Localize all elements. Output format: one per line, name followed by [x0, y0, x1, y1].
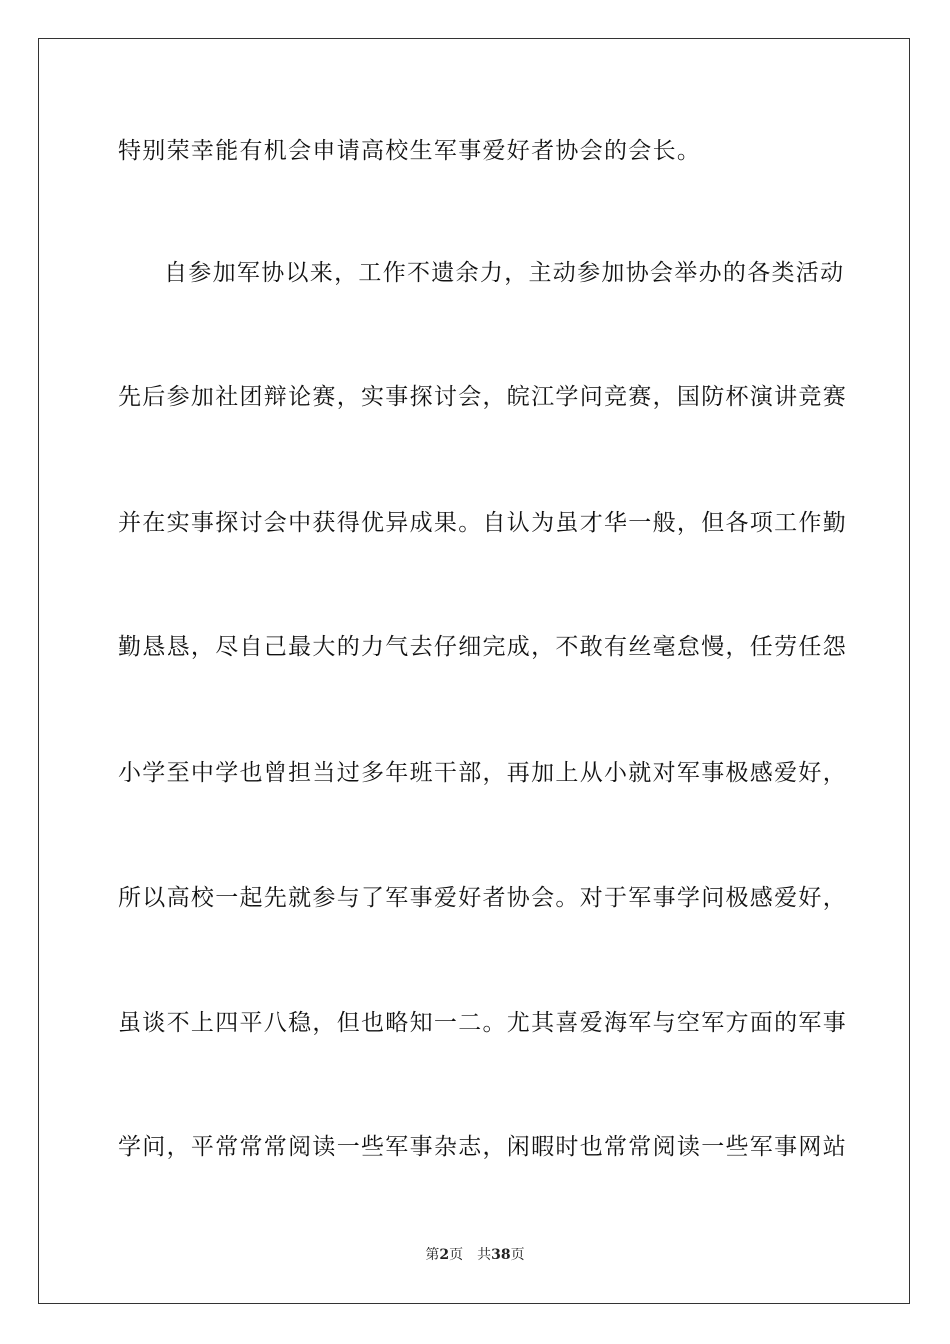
body-line-9 [118, 1132, 847, 1162]
body-line-8 [118, 1008, 847, 1038]
body-line-2 [164, 258, 845, 288]
body-line-2-text: 自参加军协以来，工作不遗余力，主动参加协会举办的各类活动 [164, 260, 845, 286]
body-line-7 [118, 883, 847, 913]
body-line-3-text: 先后参加社团辩论赛，实事探讨会，皖江学问竞赛，国防杯演讲竞赛 [118, 384, 847, 410]
page-footer [0, 1246, 950, 1264]
body-line-8-text: 虽谈不上四平八稳，但也略知一二。尤其喜爱海军与空军方面的军事 [118, 1010, 847, 1036]
page-border [38, 38, 910, 1304]
footer-page-number: 2 [439, 1247, 450, 1263]
footer-total-pages: 38 [491, 1247, 511, 1263]
footer-total-suffix: 页 [510, 1247, 525, 1263]
footer-total-prefix: 共 [477, 1247, 492, 1263]
footer-page-prefix: 第 [425, 1247, 440, 1263]
footer-page-suffix: 页 [449, 1247, 464, 1263]
body-line-6 [118, 758, 847, 788]
body-line-4-text: 并在实事探讨会中获得优异成果。自认为虽才华一般，但各项工作勤 [118, 510, 847, 536]
body-line-3 [118, 382, 847, 412]
body-line-4 [118, 508, 847, 538]
body-line-7-text: 所以高校一起先就参与了军事爱好者协会。对于军事学问极感爱好， [118, 885, 847, 911]
body-line-1 [118, 136, 834, 166]
body-line-1-text: 特别荣幸能有机会申请高校生军事爱好者协会的会长。 [118, 138, 702, 164]
body-line-6-text: 小学至中学也曾担当过多年班干部，再加上从小就对军事极感爱好， [118, 760, 847, 786]
body-line-5-text: 勤恳恳，尽自己最大的力气去仔细完成，不敢有丝毫怠慢，任劳任怨 [118, 634, 847, 660]
body-line-5 [118, 632, 847, 662]
body-line-9-text: 学问，平常常常阅读一些军事杂志，闲暇时也常常阅读一些军事网站 [118, 1134, 847, 1160]
